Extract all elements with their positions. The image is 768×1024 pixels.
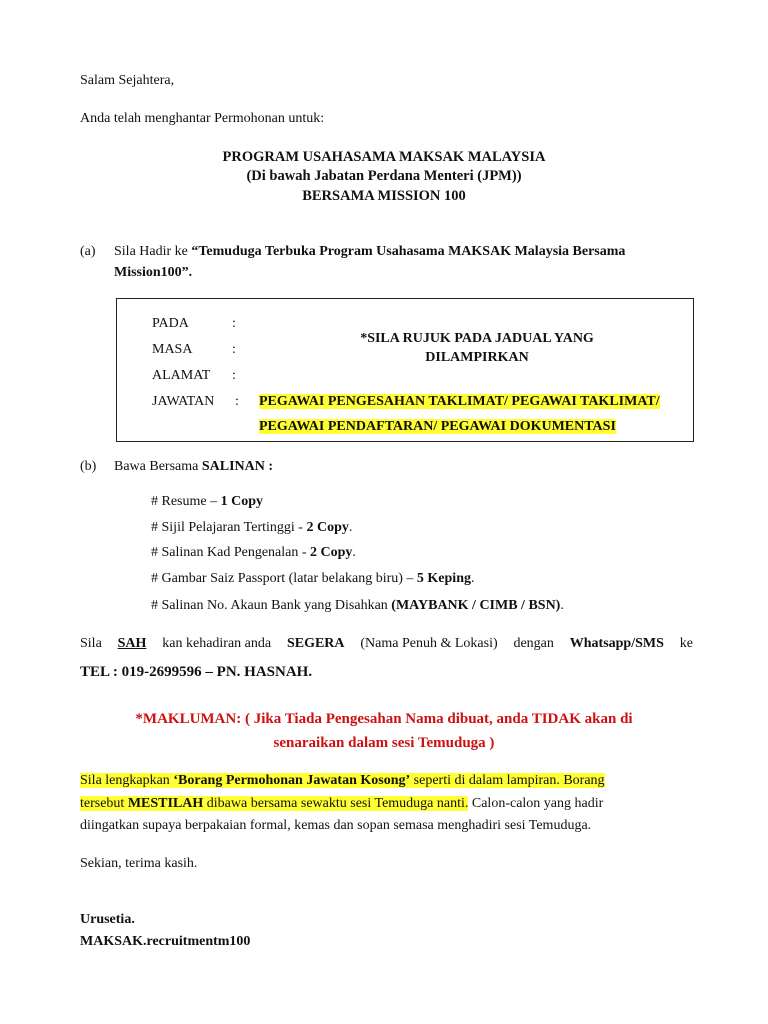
makluman-line2: senaraikan dalam sesi Temuduga ) <box>273 735 495 751</box>
greeting: Salam Sejahtera, <box>80 73 175 88</box>
colon-jawatan: : <box>235 394 239 409</box>
section-b-line <box>114 459 273 475</box>
label-pada: PADA <box>152 316 189 331</box>
section-b-marker: (b) <box>80 459 97 474</box>
closing: Sekian, terima kasih. <box>80 856 198 871</box>
contact-phone: TEL : 019-2699596 – PN. HASNAH. <box>80 664 313 680</box>
program-title-line3: BERSAMA MISSION 100 <box>302 188 466 204</box>
signoff-line1: Urusetia. <box>80 912 135 927</box>
paragraph-line3: diingatkan supaya berpakaian formal, kemas dan sopan semasa menghadiri sesi Temuduga. <box>80 818 592 833</box>
paragraph-line1: Sila lengkapkan ‘Borang Permohonan Jawatan Kosong’ seperti di dalam lampiran. Borang <box>80 773 605 788</box>
list-item: # Sijil Pelajaran Tertinggi - 2 Copy. <box>151 520 353 535</box>
paragraph-line2: tersebut MESTILAH dibawa bersama sewaktu sesi Temuduga nanti. Calon-calon yang hadir <box>80 796 604 811</box>
confirm-line: Sila SAH kan kehadiran anda SEGERA (Nama Penuh & Lokasi) dengan Whatsapp/SMS ke <box>80 636 693 651</box>
colon-masa: : <box>232 342 236 357</box>
section-a-prefix: Sila Hadir ke <box>114 244 192 259</box>
whatsapp-word: Whatsapp/SMS <box>569 636 664 651</box>
signoff-line2: MAKSAK.recruitmentm100 <box>80 934 251 949</box>
position-line1: PEGAWAI PENGESAHAN TAKLIMAT/ PEGAWAI TAKLIMAT/ <box>259 394 660 409</box>
section-a-title: “Temuduga Terbuka Program Usahasama MAKSAK Malaysia Bersama <box>191 244 626 259</box>
section-a-marker: (a) <box>80 244 96 259</box>
section-a-line2: Mission100”. <box>114 265 193 280</box>
label-alamat: ALAMAT <box>152 368 211 383</box>
schedule-note-line1: *SILA RUJUK PADA JADUAL YANG <box>360 331 594 346</box>
label-masa: MASA <box>152 342 193 357</box>
info-box <box>116 298 694 442</box>
segera-word: SEGERA <box>286 636 345 651</box>
position-line2: PEGAWAI PENDAFTARAN/ PEGAWAI DOKUMENTASI <box>259 419 616 434</box>
list-item: # Salinan No. Akaun Bank yang Disahkan (MAYBANK / CIMB / BSN). <box>151 598 564 613</box>
colon-pada: : <box>232 316 236 331</box>
program-title-line2: (Di bawah Jabatan Perdana Menteri (JPM)) <box>246 168 522 184</box>
list-item: # Gambar Saiz Passport (latar belakang biru) – 5 Keping. <box>151 571 475 586</box>
list-item: # Salinan Kad Pengenalan - 2 Copy. <box>151 545 356 560</box>
makluman-line1: *MAKLUMAN: ( Jika Tiada Pengesahan Nama dibuat, anda TIDAK akan di <box>135 711 633 727</box>
list-item: # Resume – 1 Copy <box>151 494 264 509</box>
sah-word: SAH <box>117 636 147 651</box>
colon-alamat: : <box>232 368 236 383</box>
section-a-line1 <box>114 244 625 260</box>
label-jawatan: JAWATAN <box>152 394 215 409</box>
section-b-bold: SALINAN : <box>201 459 274 474</box>
intro-text: Anda telah menghantar Permohonan untuk: <box>80 111 325 126</box>
program-title-line1: PROGRAM USAHASAMA MAKSAK MALAYSIA <box>222 149 546 165</box>
section-b-prefix: Bawa Bersama <box>114 459 202 474</box>
schedule-note-line2: DILAMPIRKAN <box>425 350 529 365</box>
